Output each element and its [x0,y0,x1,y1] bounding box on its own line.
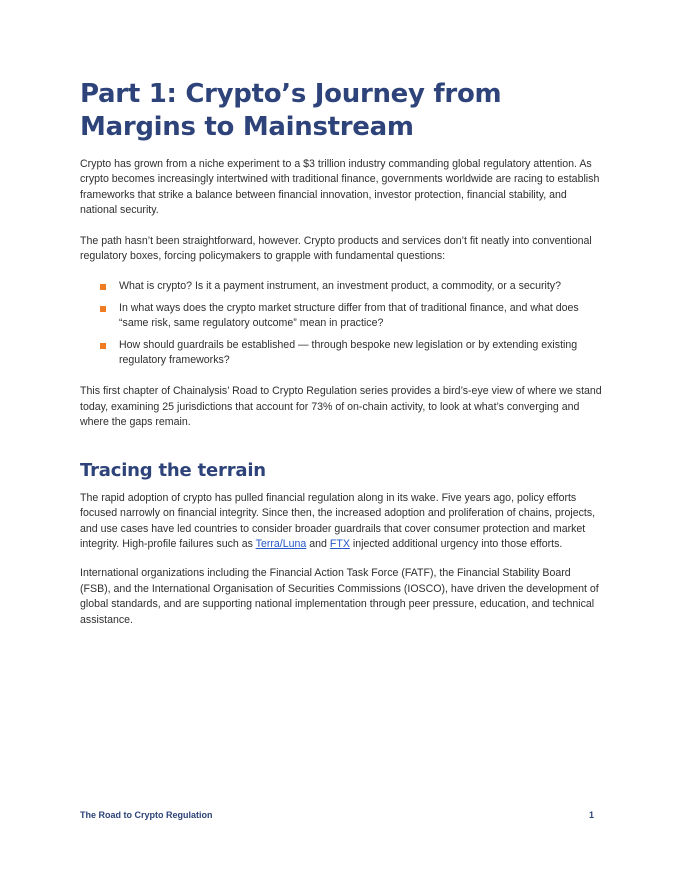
document-page [80,78,602,628]
page-title [80,78,602,144]
square-bullet-icon [100,343,106,349]
terrain-paragraph-1 [80,491,602,553]
intro-paragraph-2: The path hasn’t been straightforward, however. Crypto products and services don’t fit neatly into conventional regulatory boxes, forcing policymakers to grapple with fundamental questions: [80,234,592,263]
questions-list [80,279,602,368]
page-number: 1 [588,810,594,820]
page-title-line-1: Part 1: Crypto’s Journey from [80,79,502,109]
terrain-text-middle: and [306,537,330,550]
page-footer [80,810,594,826]
footer-title: The Road to Crypto Regulation [80,810,213,820]
terrain-text-after: injected additional urgency into those efforts. [349,537,563,550]
section-heading: Tracing the terrain [80,459,266,481]
list-item-text: In what ways does the crypto market structure differ from that of traditional finance, and what does “same risk, same regulatory outcome” mean in practice? [119,301,579,330]
terrain-paragraph-2: International organizations including the Financial Action Task Force (FATF), the Financial Stability Board (FSB), and the International Organisation of Securities Commissions (IOSCO), have driven the development of global standards, and are supporting national implementation through peer pressure, education, and technical assistance. [80,567,599,626]
list-item [80,338,602,369]
square-bullet-icon [100,284,106,290]
page-title-line-2: Margins to Mainstream [80,112,414,142]
terrain-text-before: The rapid adoption of crypto has pulled financial regulation along in its wake. Five years ago, policy efforts focused narrowly on financial integrity. Since then, the increased adoption and proliferation of chains, projects, and use cases have led countries to consider broader guardrails that cover consumer protection and market integrity. High-profile failures such as [80,491,596,550]
list-item-text: How should guardrails be established — through bespoke new legislation or by extending existing regulatory frameworks? [119,338,578,367]
terra-luna-link[interactable]: Terra/Luna [255,537,307,550]
list-item [80,279,602,294]
intro-paragraph-1: Crypto has grown from a niche experiment to a $3 trillion industry commanding global regulatory attention. As crypto becomes increasingly intertwined with traditional finance, governments worldwide are racing to establish frameworks that strike a balance between financial innovation, investor protection, financial stability, and national security. [80,158,600,217]
list-item-text: What is crypto? Is it a payment instrument, an investment product, a commodity, or a security? [119,280,561,293]
ftx-link[interactable]: FTX [329,537,350,550]
square-bullet-icon [100,306,106,312]
chapter-paragraph: This first chapter of Chainalysis’ Road to Crypto Regulation series provides a bird’s-eye view of where we stand today, examining 25 jurisdictions that account for 73% of on-chain activity, to look at what’s converging and where the gaps remain. [80,385,602,429]
list-item [80,301,602,332]
